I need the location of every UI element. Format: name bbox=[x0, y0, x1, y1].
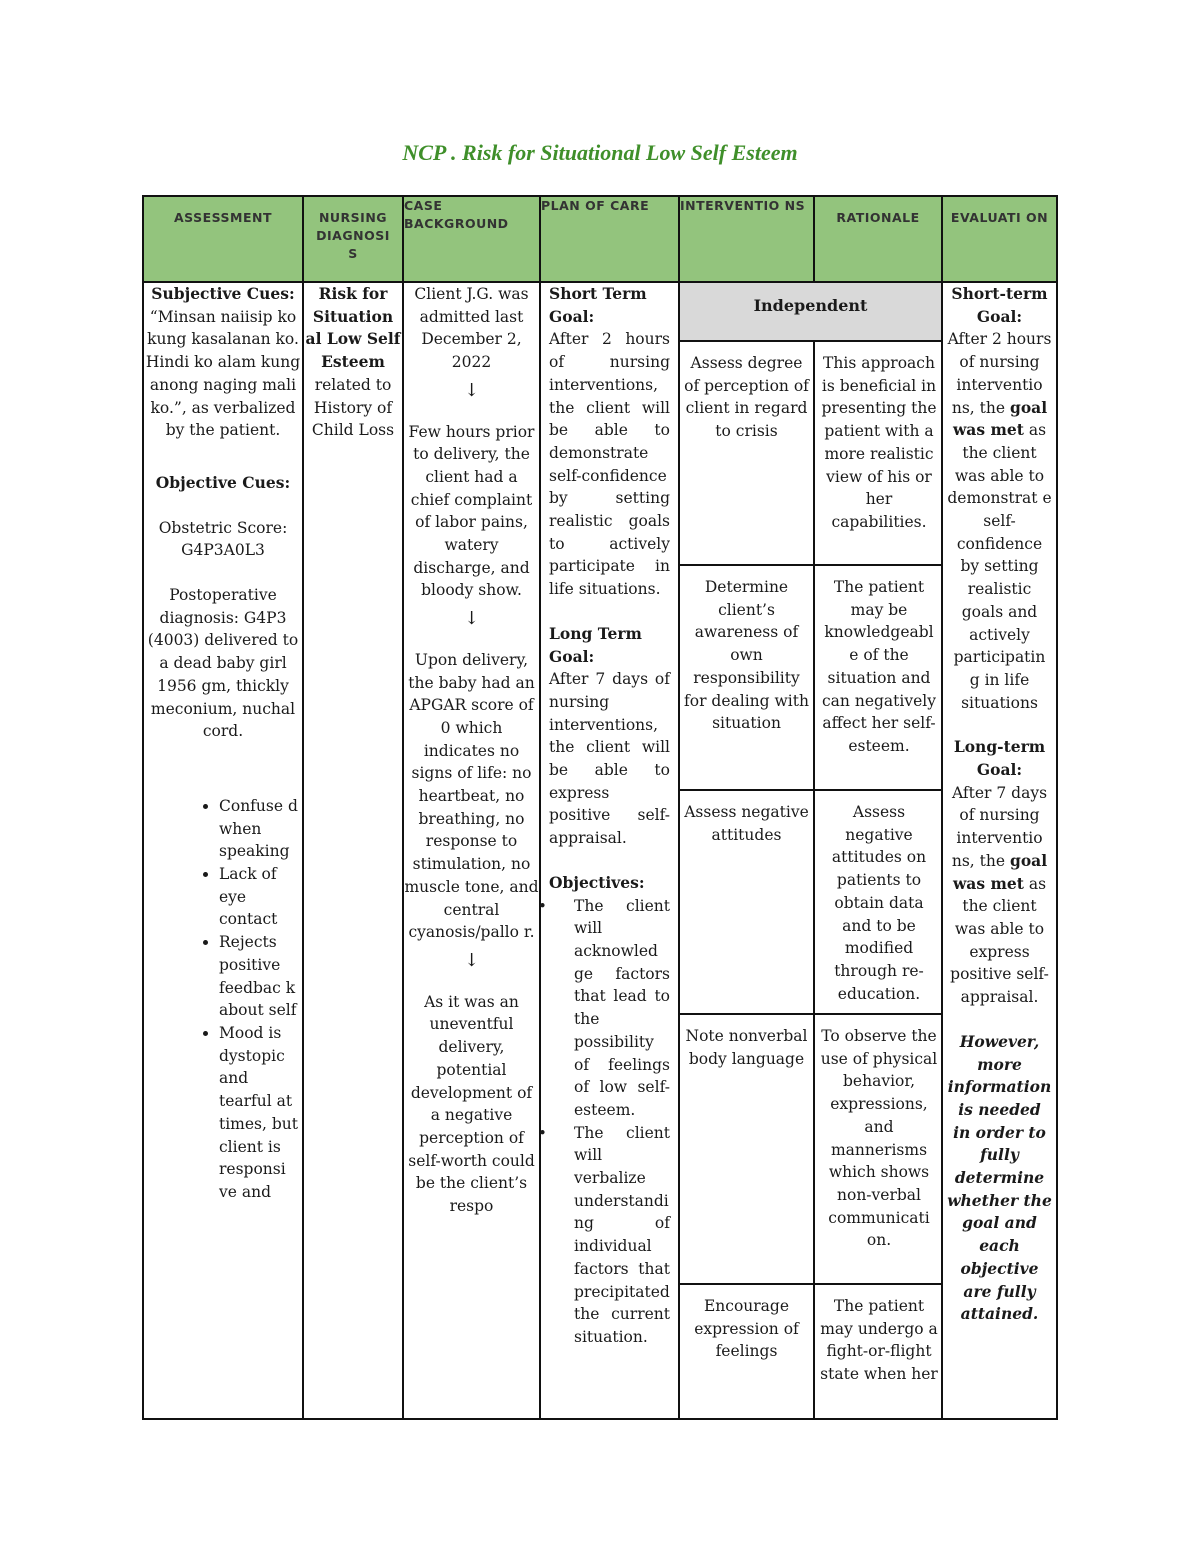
cues-list bbox=[144, 795, 302, 1204]
plan-cell bbox=[540, 282, 679, 1419]
case-p3: Upon delivery, the baby had an APGAR score of 0 which indicates no signs of life: no heartbeat, no breathing, no response to stimulation, no muscle tone, and central cyanosis/pallo r. bbox=[404, 650, 539, 942]
eval-long-label: Long-term Goal: bbox=[953, 737, 1046, 780]
objectives-label: Objectives: bbox=[549, 872, 645, 892]
long-term-label: Long Term Goal: bbox=[549, 623, 642, 666]
list-item: • Lack of eye contact bbox=[219, 863, 302, 931]
header-case-background: CASE BACKGROUND bbox=[403, 196, 540, 282]
list-item: • Mood is dystopic and tearful at times, but client is responsi ve and bbox=[219, 1022, 302, 1204]
intervention-3: Assess negative attitudes bbox=[680, 791, 815, 1015]
diagnosis-title: Risk for Situation al Low Self Esteem bbox=[305, 284, 401, 372]
subjective-text: “Minsan naiisip ko kung kasalanan ko. Hindi ko alam kung anong naging mali ko.”, as verbalized by the patient. bbox=[145, 307, 301, 440]
rationale-5: The patient may undergo a fight-or-flight state when her bbox=[820, 1297, 938, 1384]
case-p2: Few hours prior to delivery, the client had a chief complaint of labor pains, watery discharge, and bloody show. bbox=[408, 422, 535, 600]
list-item: • The client will acknowled ge factors that lead to the possibility of feelings of low self-esteem. bbox=[574, 895, 670, 1122]
header-row bbox=[143, 196, 1057, 282]
case-p1: Client J.G. was admitted last December 2, 2022 bbox=[414, 285, 529, 372]
rationale-2: The patient may be knowledgeabl e of the situation and can negatively affect her self-esteem. bbox=[815, 566, 943, 791]
eval-long-met: goal was met bbox=[952, 850, 1048, 893]
obstetric-score: Obstetric Score: G4P3A0L3 bbox=[158, 518, 288, 560]
postop-diagnosis: Postoperative diagnosis: G4P3 (4003) delivered to a dead baby girl 1956 gm, thickly meconium, nuchal cord. bbox=[147, 586, 299, 741]
down-arrow-icon: ↓ bbox=[463, 949, 480, 971]
eval-short-pre: After 2 hours of nursing interventio ns, the bbox=[947, 330, 1052, 417]
eval-short-post: as the client was able to demonstrat e self-confidence by setting realistic goals and actively participatin g in life situations bbox=[947, 421, 1052, 712]
list-item: • The client will verbalize understandi ng of individual factors that precipitated the current situation. bbox=[574, 1122, 670, 1349]
header-evaluation: EVALUATI ON bbox=[942, 196, 1057, 282]
header-interventions: INTERVENTIO NS bbox=[679, 196, 814, 282]
list-item: • Confuse d when speaking bbox=[219, 795, 302, 863]
eval-note: However, more information is needed in order to fully determine whether the goal and each objective are fully attained. bbox=[947, 1031, 1052, 1324]
intervention-2: Determine client’s awareness of own responsibility for dealing with situation bbox=[680, 566, 815, 791]
down-arrow-icon: ↓ bbox=[463, 608, 480, 630]
page-title: NCP . Risk for Situational Low Self Esteem bbox=[402, 140, 798, 165]
body-row bbox=[143, 282, 1057, 1419]
intervention-4: Note nonverbal body language bbox=[680, 1015, 815, 1285]
intervention-1: Assess degree of perception of client in regard to crisis bbox=[680, 342, 815, 566]
interventions-grid bbox=[680, 342, 941, 1418]
objective-label: Objective Cues: bbox=[155, 472, 291, 492]
case-background-cell bbox=[403, 282, 540, 1419]
intervention-5: Encourage expression of feelings bbox=[680, 1285, 815, 1418]
header-assessment: ASSESSMENT bbox=[143, 196, 303, 282]
ncp-table bbox=[142, 195, 1058, 1420]
short-term-text: After 2 hours of nursing interventions, the client will be able to demonstrate self-confidence by setting realistic goals to actively participate in life situations. bbox=[549, 330, 670, 599]
eval-long-post: as the client was able to express positive self-appraisal. bbox=[950, 874, 1049, 1007]
down-arrow-icon: ↓ bbox=[463, 379, 480, 401]
header-rationale: RATIONALE bbox=[814, 196, 942, 282]
diagnosis-cell bbox=[303, 282, 403, 1419]
eval-long-pre: After 7 days of nursing interventio ns, the bbox=[951, 783, 1048, 870]
short-term-label: Short Term Goal: bbox=[549, 284, 647, 326]
rationale-3: Assess negative attitudes on patients to obtain data and to be modified through re-education. bbox=[815, 791, 943, 1015]
evaluation-cell bbox=[942, 282, 1057, 1419]
independent-label: Independent bbox=[680, 283, 941, 342]
rationale-4: To observe the use of physical behavior, expressions, and mannerisms which shows non-verbal communicati on. bbox=[815, 1015, 943, 1285]
rationale-1: This approach is beneficial in presenting the patient with a more realistic view of his or her capabilities. bbox=[815, 342, 943, 566]
header-nursing-diagnosis: NURSING DIAGNOSI S bbox=[303, 196, 403, 282]
eval-long-text bbox=[947, 782, 1052, 1009]
eval-short-met: goal was met bbox=[952, 397, 1048, 440]
eval-short-text bbox=[947, 328, 1052, 714]
diagnosis-related: related to History of Child Loss bbox=[311, 375, 395, 440]
interventions-rationale-cell bbox=[679, 282, 942, 1419]
case-p4: As it was an uneventful delivery, potential development of a negative perception of self-worth could be the client’s respo bbox=[408, 992, 535, 1216]
assessment-cell bbox=[143, 282, 303, 1419]
eval-short-label: Short-term Goal: bbox=[951, 284, 1048, 326]
list-item: • Rejects positive feedbac k about self bbox=[219, 931, 302, 1022]
header-plan-of-care: PLAN OF CARE bbox=[540, 196, 679, 282]
subjective-label: Subjective Cues: bbox=[151, 284, 295, 303]
objectives-list bbox=[549, 895, 670, 1349]
long-term-text: After 7 days of nursing interventions, the client will be able to express positive self-appraisal. bbox=[549, 670, 670, 848]
